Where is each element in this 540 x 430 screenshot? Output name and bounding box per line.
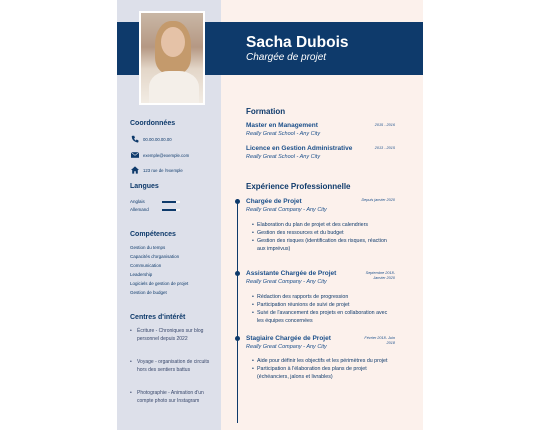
experience-timeline bbox=[237, 199, 238, 423]
address-text: 123 rue de l'exemple bbox=[143, 167, 183, 173]
skill-item: Gestion de budget bbox=[130, 290, 167, 295]
experience-dates: Février 2018- Juin 2018 bbox=[364, 336, 395, 346]
skill-item: Capacités d'organisation bbox=[130, 254, 180, 259]
resume-page bbox=[117, 0, 423, 430]
profile-photo bbox=[139, 11, 205, 105]
bullet-item: • Suivi de l'avancement des projets en collaboration avec les équipes concernées bbox=[252, 310, 392, 326]
timeline-dot bbox=[235, 199, 240, 204]
education-school: Really Great School - Any City bbox=[246, 154, 321, 160]
experience-company: Really Great Company - Any City bbox=[246, 344, 327, 350]
experience-role: Stagiaire Chargée de Projet bbox=[246, 335, 331, 342]
language-level-bar bbox=[162, 209, 180, 211]
interest-item: • Écriture - Chroniques sur blog personnel depuis 2022 bbox=[130, 327, 216, 343]
language-label: Allemand bbox=[130, 207, 149, 212]
experience-bullets bbox=[252, 222, 392, 254]
contact-email bbox=[130, 151, 189, 159]
photo-body bbox=[149, 71, 199, 105]
interest-item: • Voyage - organisation de circuits hors des sentiers battus bbox=[130, 358, 216, 374]
interests-heading: Centres d'intérêt bbox=[130, 314, 186, 321]
phone-icon bbox=[130, 135, 139, 143]
bullet-item: • Gestion des risques (identification des risques, réaction aux imprévus) bbox=[252, 238, 392, 254]
language-label: Anglais bbox=[130, 199, 145, 204]
experience-role: Assistante Chargée de Projet bbox=[246, 270, 337, 277]
language-row bbox=[130, 207, 190, 213]
experience-bullets bbox=[252, 358, 392, 382]
interest-item: • Photographie - Animation d'un compte photo sur Instagram bbox=[130, 389, 216, 405]
bullet-item: • Participation à l'élaboration des plans de projet (échéanciers, jalons et livrables) bbox=[252, 366, 392, 382]
contact-address bbox=[130, 166, 183, 174]
education-heading: Formation bbox=[246, 107, 286, 116]
language-level-fill bbox=[162, 209, 176, 211]
languages-heading: Langues bbox=[130, 183, 159, 190]
education-degree: Master en Management bbox=[246, 122, 318, 129]
experience-heading: Expérience Professionnelle bbox=[246, 182, 351, 191]
photo-face bbox=[161, 27, 185, 57]
phone-text: 00.00.00.00.00 bbox=[143, 136, 172, 142]
education-dates: 2013 - 2015 bbox=[374, 146, 395, 150]
experience-dates: Septembre 2018- Janvier 2020 bbox=[365, 271, 395, 281]
bullet-item: • Rédaction des rapports de progression bbox=[252, 294, 392, 302]
experience-bullets bbox=[252, 294, 392, 326]
skill-item: Communication bbox=[130, 263, 162, 268]
person-name: Sacha Dubois bbox=[246, 34, 349, 51]
email-text: exemple@exemple.com bbox=[143, 152, 190, 158]
skill-item: Leadership bbox=[130, 272, 153, 277]
language-level-bar bbox=[162, 201, 180, 203]
skill-item: Logiciels de gestion de projet bbox=[130, 281, 189, 286]
contact-heading: Coordonnées bbox=[130, 120, 176, 127]
job-title: Chargée de projet bbox=[246, 52, 327, 63]
bullet-item: • Elaboration du plan de projet et des calendriers bbox=[252, 222, 392, 230]
skills-heading: Compétences bbox=[130, 231, 176, 238]
language-level-fill bbox=[162, 201, 176, 203]
timeline-dot bbox=[235, 336, 240, 341]
education-dates: 2015 - 2016 bbox=[374, 123, 395, 127]
experience-role: Chargée de Projet bbox=[246, 198, 302, 205]
contact-phone bbox=[130, 135, 172, 143]
bullet-item: • Gestion des ressources et du budget bbox=[252, 230, 392, 238]
language-row bbox=[130, 199, 190, 205]
education-school: Really Great School - Any City bbox=[246, 131, 321, 137]
experience-dates: Depuis janvier 2020 bbox=[361, 198, 395, 202]
experience-company: Really Great Company - Any City bbox=[246, 279, 327, 285]
bullet-item: • Aide pour définir les objectifs et les périmètres du projet bbox=[252, 358, 392, 366]
timeline-dot bbox=[235, 271, 240, 276]
envelope-icon bbox=[130, 151, 139, 159]
bullet-item: • Participation réunions de suivi de projet bbox=[252, 302, 392, 310]
education-degree: Licence en Gestion Administrative bbox=[246, 145, 353, 152]
home-icon bbox=[130, 166, 139, 174]
experience-company: Really Great Company - Any City bbox=[246, 207, 327, 213]
skill-item: Gestion du temps bbox=[130, 245, 166, 250]
